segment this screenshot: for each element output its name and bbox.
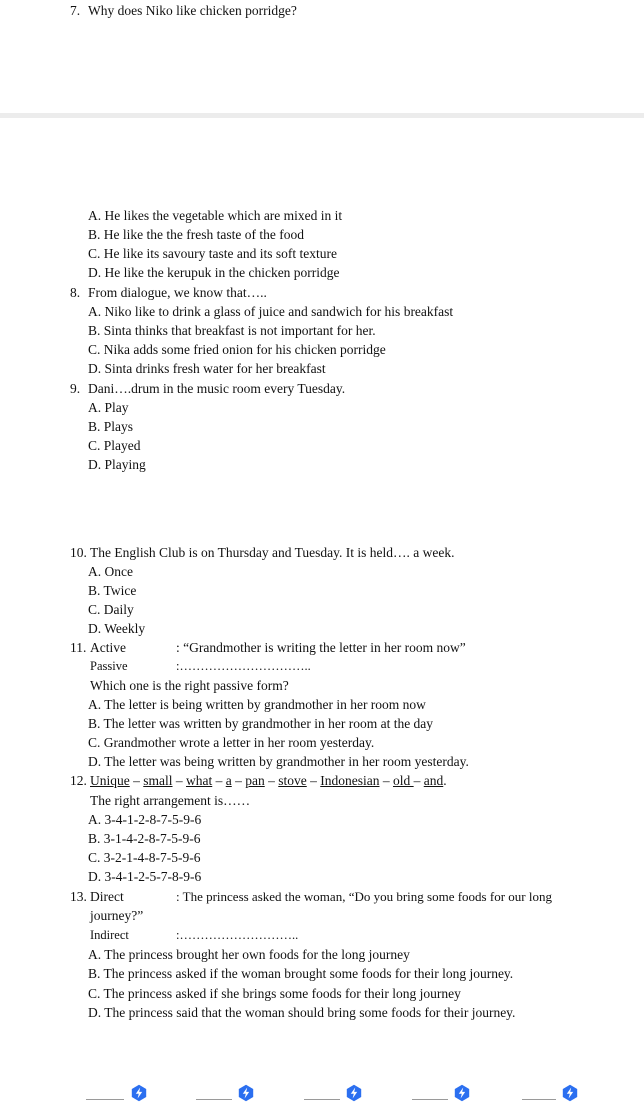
word-7: Indonesian <box>320 773 380 788</box>
divider <box>412 1099 448 1100</box>
question-text: The English Club is on Thursday and Tuesday. It is held…. a week. <box>90 545 455 560</box>
section-divider <box>0 113 644 118</box>
question-number: 12. <box>70 773 87 788</box>
question-12 <box>70 772 447 789</box>
option-11d[interactable]: D. The letter was being written by grandmother in her room yesterday. <box>88 754 469 769</box>
option-7c[interactable]: C. He like its savoury taste and its soft texture <box>88 246 337 261</box>
word-3: what <box>186 773 213 788</box>
option-8b[interactable]: B. Sinta thinks that breakfast is not important for her. <box>88 323 376 338</box>
question-10 <box>70 544 455 561</box>
question-number: 13. <box>70 889 87 904</box>
direct-sentence: : The princess asked the woman, “Do you bring some foods for our long <box>176 889 552 904</box>
divider <box>196 1099 232 1100</box>
option-11b[interactable]: B. The letter was written by grandmother in her room at the day <box>88 716 434 731</box>
word-1: Unique <box>90 773 130 788</box>
indirect-blank[interactable]: :……………………….. <box>176 928 299 942</box>
lightning-icon[interactable] <box>561 1084 579 1102</box>
indirect-label: Indirect <box>90 928 129 942</box>
option-11c[interactable]: C. Grandmother wrote a letter in her room yesterday. <box>88 735 375 750</box>
option-9d[interactable]: D. Playing <box>88 457 146 472</box>
question-8 <box>70 284 267 301</box>
option-9b[interactable]: B. Plays <box>88 419 134 434</box>
question-number: 10. <box>70 545 87 560</box>
passive-row <box>90 658 311 675</box>
option-10b[interactable]: B. Twice <box>88 583 137 598</box>
question-number: 7. <box>70 3 81 18</box>
option-12a[interactable]: A. 3-4-1-2-8-7-5-9-6 <box>88 812 202 827</box>
word-8: old <box>392 773 414 788</box>
option-13b[interactable]: B. The princess asked if the woman brought some foods for their long journey. <box>88 966 514 981</box>
question-9 <box>70 380 346 397</box>
question-text: Dani….drum in the music room every Tuesday. <box>88 381 346 396</box>
word-4: a <box>225 773 232 788</box>
option-10d[interactable]: D. Weekly <box>88 621 146 636</box>
word-5: pan <box>245 773 265 788</box>
question-7 <box>70 2 297 19</box>
option-9c[interactable]: C. Played <box>88 438 141 453</box>
lightning-icon[interactable] <box>130 1084 148 1102</box>
word-6: stove <box>278 773 307 788</box>
question-11 <box>70 639 466 656</box>
option-8c[interactable]: C. Nika adds some fried onion for his chicken porridge <box>88 342 386 357</box>
question-prompt: Which one is the right passive form? <box>90 678 289 693</box>
question-number: 11. <box>70 640 87 655</box>
option-7b[interactable]: B. He like the the fresh taste of the food <box>88 227 304 242</box>
option-12d[interactable]: D. 3-4-1-2-5-7-8-9-6 <box>88 869 202 884</box>
option-8d[interactable]: D. Sinta drinks fresh water for her breakfast <box>88 361 326 376</box>
option-8a[interactable]: A. Niko like to drink a glass of juice and sandwich for his breakfast <box>88 304 454 319</box>
option-13c[interactable]: C. The princess asked if she brings some foods for their long journey <box>88 986 461 1001</box>
lightning-icon[interactable] <box>453 1084 471 1102</box>
question-prompt: The right arrangement is…… <box>90 793 251 808</box>
option-12c[interactable]: C. 3-2-1-4-8-7-5-9-6 <box>88 850 201 865</box>
direct-label: Direct <box>90 889 124 904</box>
question-text: From dialogue, we know that….. <box>88 285 267 300</box>
option-7a[interactable]: A. He likes the vegetable which are mixed in it <box>88 208 343 223</box>
option-11a[interactable]: A. The letter is being written by grandmother in her room now <box>88 697 426 712</box>
option-13d[interactable]: D. The princess said that the woman should bring some foods for their journey. <box>88 1005 516 1020</box>
option-10a[interactable]: A. Once <box>88 564 133 579</box>
active-sentence: : “Grandmother is writing the letter in her room now” <box>176 640 466 655</box>
option-9a[interactable]: A. Play <box>88 400 129 415</box>
word-9: and <box>423 773 444 788</box>
lightning-icon[interactable] <box>237 1084 255 1102</box>
option-12b[interactable]: B. 3-1-4-2-8-7-5-9-6 <box>88 831 201 846</box>
question-text: Why does Niko like chicken porridge? <box>88 3 297 18</box>
divider <box>304 1099 340 1100</box>
lightning-icon[interactable] <box>345 1084 363 1102</box>
divider <box>86 1099 124 1100</box>
passive-label: Passive <box>90 659 128 673</box>
indirect-row <box>90 927 299 944</box>
divider <box>522 1099 556 1100</box>
direct-sentence-continued: journey?” <box>90 908 144 923</box>
bottom-toolbar <box>0 1080 644 1102</box>
question-number: 8. <box>70 285 81 300</box>
question-13 <box>70 888 552 905</box>
option-13a[interactable]: A. The princess brought her own foods for the long journey <box>88 947 410 962</box>
option-7d[interactable]: D. He like the kerupuk in the chicken porridge <box>88 265 340 280</box>
question-number: 9. <box>70 381 81 396</box>
option-10c[interactable]: C. Daily <box>88 602 134 617</box>
scrambled-words: Unique – small – what – a – pan – stove – Indonesian – old – and. <box>90 773 447 788</box>
passive-blank[interactable]: :………………………….. <box>176 659 311 673</box>
active-label: Active <box>90 640 126 655</box>
word-2: small <box>143 773 173 788</box>
